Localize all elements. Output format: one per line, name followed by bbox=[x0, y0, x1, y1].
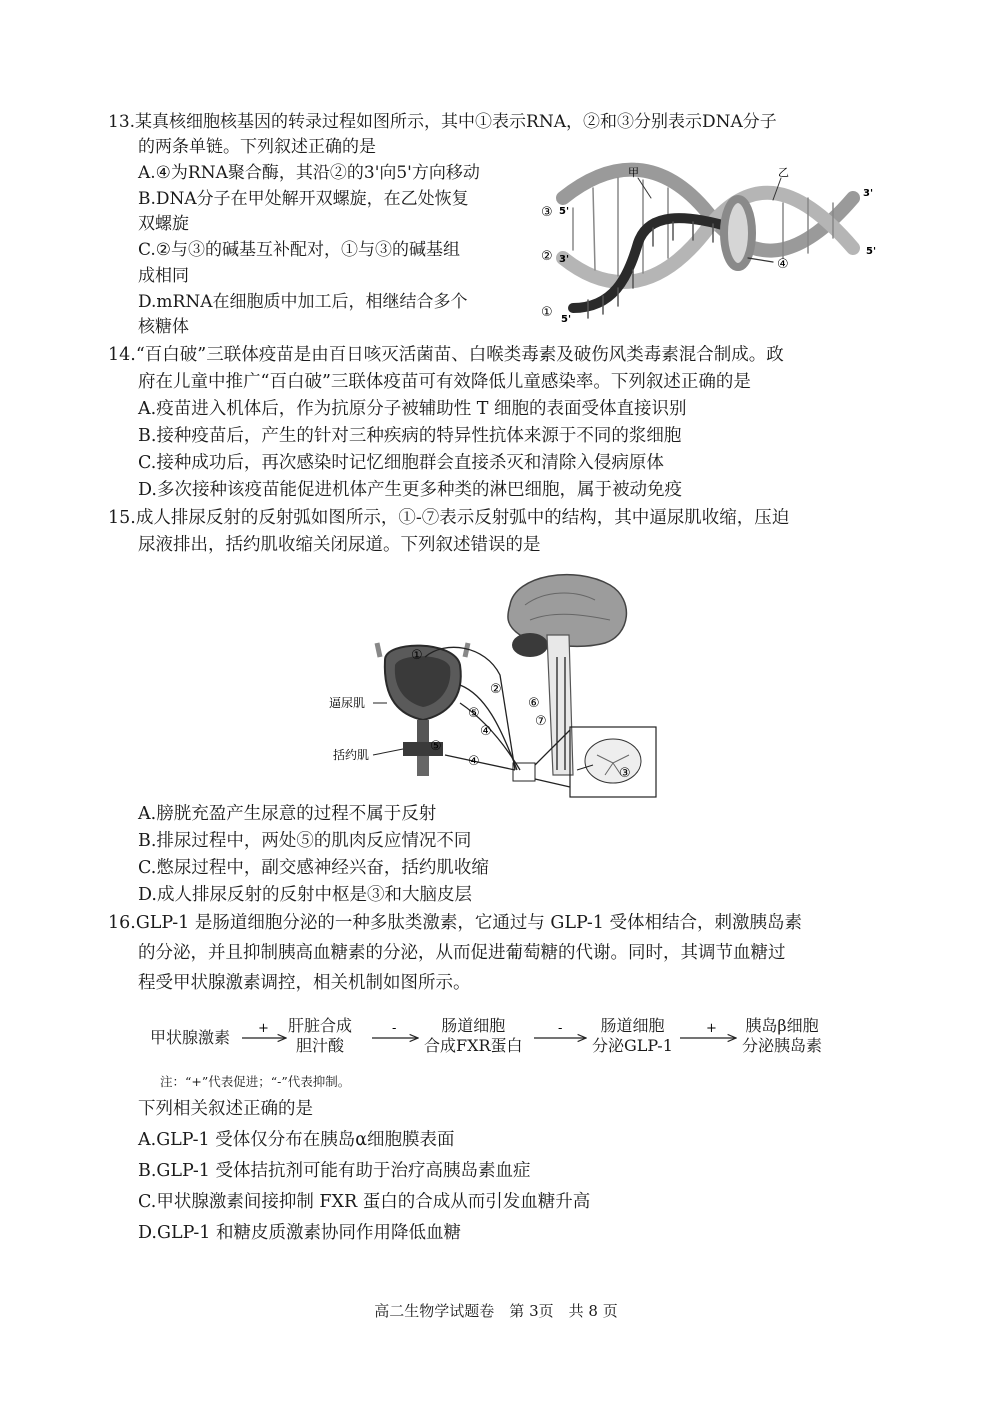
end-5-left-top: 5' bbox=[559, 206, 570, 217]
label-rna-1: ① bbox=[541, 305, 553, 320]
flow-node-insulin-line1: 胰岛β细胞 bbox=[745, 1016, 819, 1035]
transcription-diagram bbox=[533, 158, 883, 328]
label-enzyme-4: ④ bbox=[777, 257, 789, 272]
q13-stem-line1: 13.某真核细胞核基因的转录过程如图所示，其中①表示RNA，②和③分别表示DNA分子 bbox=[108, 112, 777, 132]
q14-option-a: A.疫苗进入机体后，作为抗原分子被辅助性 T 细胞的表面受体直接识别 bbox=[138, 399, 687, 419]
q13-option-d: D.mRNA在细胞质中加工后，相继结合多个 bbox=[138, 292, 468, 312]
q15-stem-line2: 尿液排出，括约肌收缩关闭尿道。下列叙述错误的是 bbox=[138, 535, 541, 555]
flow-node-glp1-line2: 分泌GLP-1 bbox=[592, 1036, 673, 1055]
flow-node-bile-acid-line1: 肝脏合成 bbox=[288, 1016, 353, 1035]
q16-option-a: A.GLP-1 受体仅分布在胰岛α细胞膜表面 bbox=[138, 1130, 455, 1150]
flow-node-glp1-line1: 肠道细胞 bbox=[600, 1016, 665, 1035]
reflex-arc-diagram bbox=[325, 565, 665, 800]
q13-stem-line2: 的两条单链。下列叙述正确的是 bbox=[138, 137, 376, 157]
q13-option-d-cont: 核糖体 bbox=[138, 317, 189, 337]
q16-stem-line1: 16.GLP-1 是肠道细胞分泌的一种多肽类激素，它通过与 GLP-1 受体相结合，刺激胰岛素 bbox=[108, 913, 802, 933]
label-jia: 甲 bbox=[628, 166, 639, 179]
num-4b: ④ bbox=[468, 754, 480, 769]
q13-option-a: A.④为RNA聚合酶，其沿②的3'向5'方向移动 bbox=[138, 163, 480, 183]
label-yi: 乙 bbox=[778, 166, 789, 179]
flow-node-fxr-line1: 肠道细胞 bbox=[441, 1016, 506, 1035]
q15-option-c: C.憋尿过程中，副交感神经兴奋，括约肌收缩 bbox=[138, 858, 489, 878]
q14-option-d: D.多次接种该疫苗能促进机体产生更多种类的淋巴细胞，属于被动免疫 bbox=[138, 480, 682, 500]
flow-node-fxr-line2: 合成FXR蛋白 bbox=[424, 1036, 523, 1055]
flow-arrows bbox=[140, 1008, 860, 1068]
regulation-flowchart bbox=[140, 1008, 860, 1068]
flow-sign-1: + bbox=[258, 1021, 269, 1036]
q16-option-c: C.甲状腺激素间接抑制 FXR 蛋白的合成从而引发血糖升高 bbox=[138, 1192, 591, 1212]
q15-stem-line1: 15.成人排尿反射的反射弧如图所示，①-⑦表示反射弧中的结构，其中逼尿肌收缩，压迫 bbox=[108, 508, 790, 528]
num-4a: ④ bbox=[480, 724, 492, 739]
q15-option-a: A.膀胱充盈产生尿意的过程不属于反射 bbox=[138, 804, 437, 824]
num-7: ⑦ bbox=[535, 714, 547, 729]
end-5-rna: 5' bbox=[561, 314, 572, 325]
flow-node-insulin-line2: 分泌胰岛素 bbox=[742, 1036, 823, 1055]
flow-sign-4: + bbox=[706, 1021, 717, 1036]
q15-option-b: B.排尿过程中，两处⑤的肌肉反应情况不同 bbox=[138, 831, 472, 851]
flowchart-note: 注：“+”代表促进；“-”代表抑制。 bbox=[160, 1074, 351, 1089]
page-footer: 高二生物学试题卷 第 3页 共 8 页 bbox=[374, 1302, 618, 1320]
q15-option-d: D.成人排尿反射的反射中枢是③和大脑皮层 bbox=[138, 885, 472, 905]
end-5-right-bottom: 5' bbox=[866, 246, 877, 257]
num-1: ① bbox=[411, 648, 423, 663]
label-strand-3: ③ bbox=[541, 205, 553, 220]
label-strand-2: ② bbox=[541, 249, 553, 264]
q14-option-c: C.接种成功后，再次感染时记忆细胞群会直接杀灭和清除入侵病原体 bbox=[138, 453, 664, 473]
flow-node-thyroid-hormone: 甲状腺激素 bbox=[150, 1028, 231, 1047]
q16-option-d: D.GLP-1 和糖皮质激素协同作用降低血糖 bbox=[138, 1223, 461, 1243]
flow-node-bile-acid-line2: 胆汁酸 bbox=[296, 1036, 345, 1055]
q13-option-b: B.DNA分子在甲处解开双螺旋，在乙处恢复 bbox=[138, 189, 469, 209]
num-5a: ⑤ bbox=[468, 706, 480, 721]
q13-option-c-cont: 成相同 bbox=[138, 266, 189, 286]
flow-sign-2: - bbox=[392, 1021, 397, 1036]
q16-stem-line2: 的分泌，并且抑制胰高血糖素的分泌，从而促进葡萄糖的代谢。同时，其调节血糖过 bbox=[138, 943, 786, 963]
num-3: ③ bbox=[619, 766, 631, 781]
end-3-left-bottom: 3' bbox=[559, 254, 570, 265]
num-5b: ⑤ bbox=[430, 739, 442, 754]
q14-stem-line2: 府在儿童中推广“百白破”三联体疫苗可有效降低儿童感染率。下列叙述正确的是 bbox=[138, 372, 751, 392]
flow-sign-3: - bbox=[558, 1021, 563, 1036]
label-sphincter: 括约肌 bbox=[333, 748, 370, 762]
q14-option-b: B.接种疫苗后，产生的针对三种疾病的特异性抗体来源于不同的浆细胞 bbox=[138, 426, 682, 446]
num-6: ⑥ bbox=[528, 696, 540, 711]
q13-option-b-cont: 双螺旋 bbox=[138, 214, 189, 234]
q16-stem-line3: 程受甲状腺激素调控，相关机制如图所示。 bbox=[138, 973, 471, 993]
q16-ask: 下列相关叙述正确的是 bbox=[138, 1099, 313, 1119]
end-3-right-top: 3' bbox=[863, 188, 874, 199]
q16-option-b: B.GLP-1 受体拮抗剂可能有助于治疗高胰岛素血症 bbox=[138, 1161, 531, 1181]
num-2: ② bbox=[490, 682, 502, 697]
label-detrusor: 逼尿肌 bbox=[329, 696, 366, 710]
q13-option-c: C.②与③的碱基互补配对，①与③的碱基组 bbox=[138, 240, 461, 260]
q14-stem-line1: 14.“百白破”三联体疫苗是由百日咳灭活菌苗、白喉类毒素及破伤风类毒素混合制成。政 bbox=[108, 345, 784, 365]
